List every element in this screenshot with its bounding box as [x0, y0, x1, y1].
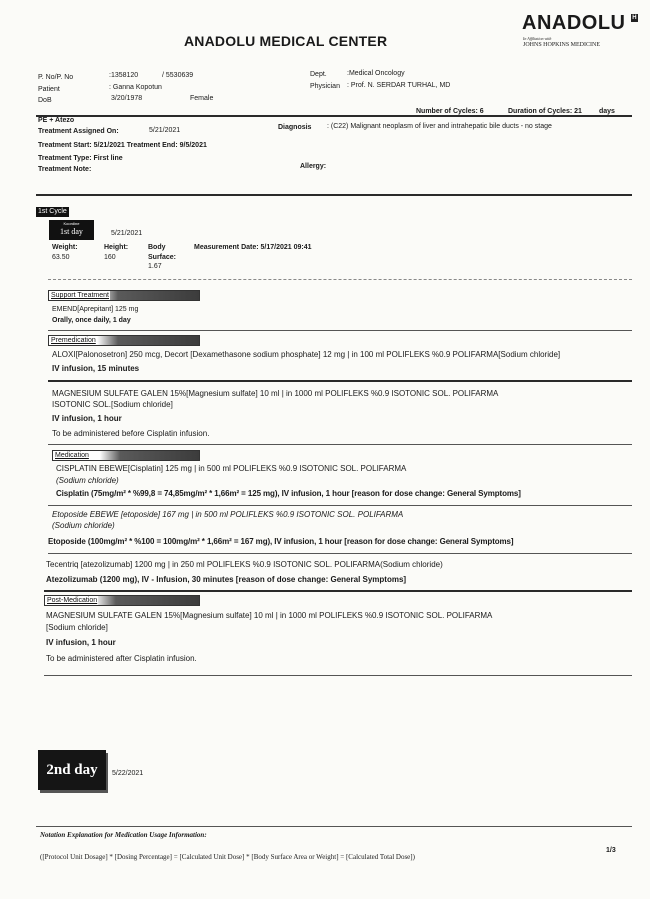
- premed-item1-divider: [48, 380, 632, 382]
- body-label: Body: [148, 244, 166, 251]
- brand-affiliation: In Affiliation with: [523, 36, 552, 41]
- cycle-label: 1st Cycle: [38, 208, 67, 215]
- support-section-tag: [48, 290, 200, 301]
- day2-badge: [38, 750, 106, 790]
- height-value: 160: [104, 254, 116, 261]
- cisplatin-line1: CISPLATIN EBEWE[Cisplatin] 125 mg | in 500 ml POLIFLEKS %0.9 ISOTONIC SOL. POLIFARMA: [56, 464, 407, 473]
- brand-mark-icon: H: [632, 15, 637, 21]
- cycle1-divider: [48, 279, 632, 280]
- tecentriq-line1: Tecentriq [atezolizumab] 1200 mg | in 250 ml POLIFLEKS %0.9 ISOTONIC SOL. POLIFARMA(Sodium chloride): [46, 560, 443, 569]
- assigned-value: 5/21/2021: [149, 127, 181, 134]
- treatment-type: Treatment Type: First line: [38, 155, 123, 162]
- allergy-label: Allergy:: [300, 163, 327, 170]
- diagnosis-value: : (C22) Malignant neoplasm of liver and intrahepatic bile ducts - no stage: [327, 123, 552, 130]
- physician-value: : Prof. N. SERDAR TURHAL, MD: [347, 82, 451, 89]
- patient-value: : Ganna Kopotun: [109, 84, 162, 91]
- postmed-line1: MAGNESIUM SULFATE GALEN 15%[Magnesium sulfate] 10 ml | in 1000 ml POLIFLEKS %0.9 ISOTONIC SOL. POLIFARMA: [46, 611, 493, 620]
- cycle1-date: 5/21/2021: [111, 230, 143, 237]
- brand-name: ANADOLU: [522, 12, 626, 34]
- cycles-count: Number of Cycles: 6: [416, 108, 484, 115]
- treatment-divider: [36, 194, 632, 196]
- treatment-dates: Treatment Start: 5/21/2021 Treatment End: 9/5/2021: [38, 142, 207, 149]
- cisplatin-calc: Cisplatin (75mg/m² * %99,8 = 74,85mg/m² * 1,66m² = 125 mg), IV infusion, 1 hour [reason for dose change: General Symptoms]: [56, 489, 521, 498]
- day1-badge: [49, 220, 94, 240]
- postmed-route: IV infusion, 1 hour: [46, 638, 116, 647]
- physician-label: Physician: [310, 83, 340, 90]
- measurement-date: Measurement Date: 5/17/2021 09:41: [194, 244, 312, 251]
- pno-value-1: :1358120: [109, 72, 139, 79]
- height-label: Height:: [104, 244, 129, 251]
- premed-item2-line1: MAGNESIUM SULFATE GALEN 15%[Magnesium sulfate] 10 ml | in 1000 ml POLIFLEKS %0.9 ISOTONIC SOL. POLIFARMA: [52, 389, 499, 398]
- surface-value: 1.67: [148, 263, 162, 270]
- weight-value: 63.50: [52, 254, 70, 261]
- brand-logo: [522, 12, 638, 35]
- postmed-section-label: Post-Medication: [47, 597, 98, 604]
- medication-section-label: Medication: [55, 452, 89, 459]
- gender-value: Female: [190, 95, 214, 102]
- weight-label: Weight:: [52, 244, 78, 251]
- brand-partner: JOHNS HOPKINS MEDICINE: [523, 42, 601, 48]
- premed-divider: [48, 444, 632, 445]
- medication-section-tag: [52, 450, 200, 461]
- premed-section-label: Premedication: [51, 337, 96, 344]
- footer-divider: [36, 826, 632, 827]
- dept-value: :Medical Oncology: [347, 70, 405, 77]
- protocol-name: PE + Atezo: [38, 117, 75, 124]
- postmed-divider: [44, 675, 632, 676]
- etoposide-divider: [48, 553, 632, 554]
- page-title: ANADOLU MEDICAL CENTER: [184, 33, 388, 49]
- day1-badge-small: Koordine: [63, 221, 80, 226]
- surface-label: Surface:: [148, 254, 177, 261]
- etoposide-line2: (Sodium chloride): [52, 521, 115, 530]
- header-divider: [36, 115, 632, 117]
- pno-label: P. No/P. No: [38, 74, 74, 81]
- day1-badge-label: 1st day: [60, 227, 83, 236]
- etoposide-line1: Etoposide EBEWE [etoposide] 167 mg | in 500 ml POLIFLEKS %0.9 ISOTONIC SOL. POLIFARMA: [52, 510, 404, 519]
- premed-item2-line2: ISOTONIC SOL.[Sodium chloride]: [52, 400, 173, 409]
- support-drug: EMEND[Aprepitant] 125 mg: [52, 306, 139, 313]
- tecentriq-calc: Atezolizumab (1200 mg), IV - Infusion, 30 minutes [reason of dose change: General Symptoms]: [46, 575, 407, 584]
- premed-section-tag: [48, 335, 200, 346]
- cisplatin-line2: (Sodium chloride): [56, 476, 119, 485]
- diagnosis-label: Diagnosis: [278, 124, 312, 131]
- medication-divider: [44, 590, 632, 592]
- page-number: 1/3: [606, 847, 616, 854]
- cycles-duration-unit: days: [599, 108, 615, 115]
- dept-label: Dept.: [310, 71, 327, 78]
- treatment-note-label: Treatment Note:: [38, 166, 92, 173]
- support-section-label: Support Treatment: [51, 292, 109, 299]
- postmed-line2: [Sodium chloride]: [46, 623, 108, 632]
- dob-value: 3/20/1978: [111, 95, 143, 102]
- etoposide-calc: Etoposide (100mg/m² * %100 = 100mg/m² * 1,66m² = 167 mg), IV infusion, 1 hour [reason for dose change: General Symptoms]: [48, 537, 514, 546]
- pno-value-2: / 5530639: [162, 72, 194, 79]
- day2-badge-label: 2nd day: [46, 762, 98, 778]
- postmed-note: To be administered after Cisplatin infusion.: [46, 654, 197, 663]
- cycles-duration: Duration of Cycles: 21: [508, 108, 582, 115]
- support-route: Orally, once daily, 1 day: [52, 317, 131, 324]
- premed-item2-route: IV infusion, 1 hour: [52, 414, 122, 423]
- support-divider: [48, 330, 632, 331]
- dob-label: DoB: [38, 97, 52, 104]
- premed-item1-route: IV infusion, 15 minutes: [52, 364, 140, 373]
- cisplatin-divider: [48, 505, 632, 506]
- postmed-section-tag: [44, 595, 200, 606]
- day2-date: 5/22/2021: [112, 770, 144, 777]
- assigned-label: Treatment Assigned On:: [38, 128, 119, 135]
- footer-formula: ([Protocol Unit Dosage] * [Dosing Percentage] = [Calculated Unit Dose] * [Body Surface Area or Weight] = [Calculated Total Dose]): [40, 853, 415, 861]
- patient-label: Patient: [38, 86, 60, 93]
- premed-item1: ALOXI[Palonosetron] 250 mcg, Decort [Dexamethasone sodium phosphate] 12 mg | in 100 ml POLIFLEKS %0.9 POLIFARMA[Sodium chloride]: [52, 350, 561, 359]
- premed-item2-note: To be administered before Cisplatin infusion.: [52, 429, 210, 438]
- footer-title: Notation Explanation for Medication Usage Information:: [40, 831, 207, 839]
